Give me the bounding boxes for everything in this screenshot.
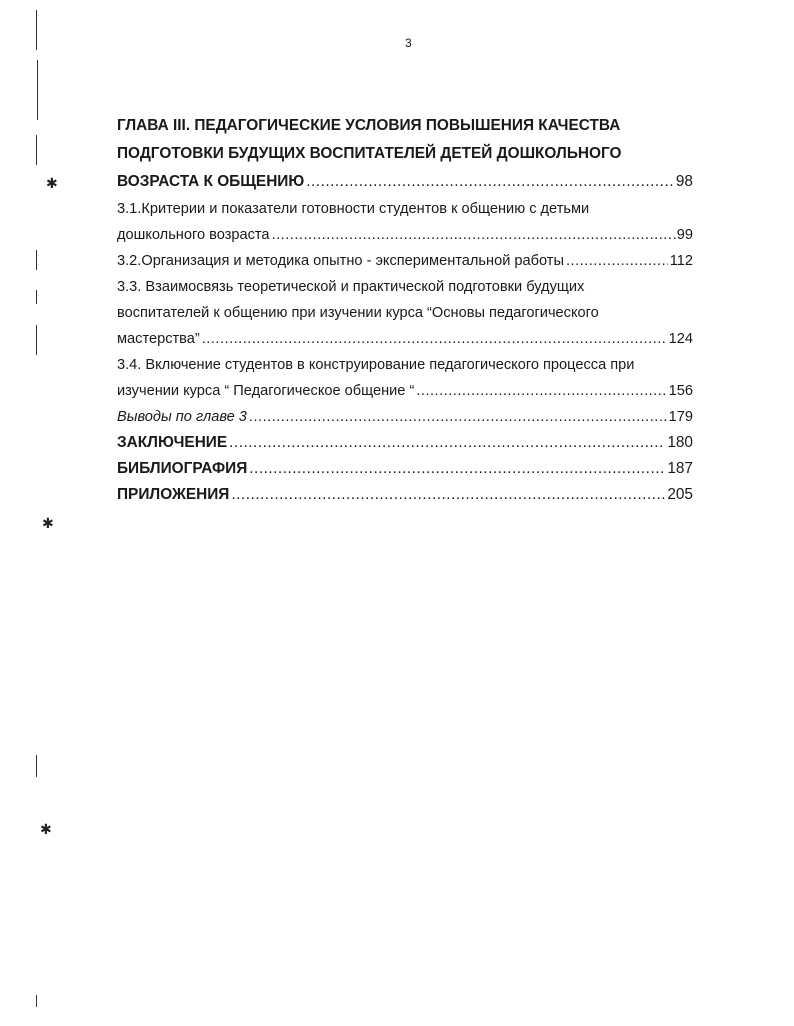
toc-section-text: воспитателей к общению при изучении курса “Основы педагогического bbox=[117, 305, 599, 321]
toc-chapter-text: ГЛАВА III. ПЕДАГОГИЧЕСКИЕ УСЛОВИЯ ПОВЫШЕНИЯ КАЧЕСТВА bbox=[117, 117, 621, 134]
toc-section-entry bbox=[117, 378, 693, 404]
toc-page-number: .99 bbox=[672, 227, 693, 243]
toc-chapter-title-line bbox=[117, 112, 693, 140]
toc-conclusions-entry bbox=[117, 404, 693, 430]
toc-appendix-entry bbox=[117, 482, 693, 508]
scan-margin-mark bbox=[36, 10, 37, 50]
toc-section-entry bbox=[117, 248, 693, 274]
toc-page-number: 98 bbox=[675, 173, 693, 190]
toc-chapter-title-line bbox=[117, 140, 693, 168]
toc-page-number: 112 bbox=[669, 253, 693, 269]
toc-page-number: 180 bbox=[667, 434, 693, 451]
toc-conclusion-entry bbox=[117, 430, 693, 456]
toc-chapter-entry bbox=[117, 168, 693, 196]
leader-dots bbox=[249, 404, 667, 430]
table-of-contents bbox=[117, 112, 693, 508]
toc-section-entry bbox=[117, 222, 693, 248]
toc-bibliography-entry bbox=[117, 456, 693, 482]
scan-margin-mark bbox=[36, 995, 37, 1007]
toc-major-text: ЗАКЛЮЧЕНИЕ bbox=[117, 434, 228, 451]
toc-major-text: БИБЛИОГРАФИЯ bbox=[117, 460, 248, 477]
leader-dots bbox=[202, 326, 667, 352]
scan-margin-mark bbox=[36, 250, 37, 270]
leader-dots bbox=[416, 378, 666, 404]
toc-chapter-text: ПОДГОТОВКИ БУДУЩИХ ВОСПИТАТЕЛЕЙ ДЕТЕЙ ДОШКОЛЬНОГО bbox=[117, 145, 622, 162]
scan-margin-mark bbox=[36, 290, 37, 304]
scan-margin-mark bbox=[36, 135, 37, 165]
leader-dots bbox=[229, 430, 665, 456]
toc-section-text: мастерства” bbox=[117, 331, 200, 347]
leader-dots bbox=[306, 168, 674, 196]
toc-major-text: ПРИЛОЖЕНИЯ bbox=[117, 486, 230, 503]
toc-section-text: 3.3. Взаимосвязь теоретической и практической подготовки будущих bbox=[117, 279, 585, 295]
scan-blot: ✱ bbox=[40, 821, 52, 837]
toc-section-text: 3.2.Организация и методика опытно - экспериментальной работы bbox=[117, 253, 564, 269]
toc-section-line bbox=[117, 352, 693, 378]
scan-margin-mark bbox=[36, 755, 37, 777]
toc-section-line bbox=[117, 300, 693, 326]
toc-page-number: 187 bbox=[667, 460, 693, 477]
toc-section-line bbox=[117, 274, 693, 300]
leader-dots bbox=[231, 482, 665, 508]
toc-section-text: изучении курса “ Педагогическое общение “ bbox=[117, 383, 415, 399]
toc-section-entry bbox=[117, 326, 693, 352]
toc-section-text: 3.4. Включение студентов в конструирование педагогического процесса при bbox=[117, 357, 635, 373]
toc-page-number: 179 bbox=[668, 409, 693, 425]
scan-margin-mark bbox=[37, 60, 38, 120]
toc-page-number: 156 bbox=[668, 383, 693, 399]
toc-chapter-text: ВОЗРАСТА К ОБЩЕНИЮ bbox=[117, 173, 305, 190]
toc-page-number: 205 bbox=[667, 486, 693, 503]
toc-page-number: 124 bbox=[668, 331, 693, 347]
toc-section-text: 3.1.Критерии и показатели готовности студентов к общению с детьми bbox=[117, 201, 590, 217]
leader-dots bbox=[272, 222, 671, 248]
leader-dots bbox=[249, 456, 665, 482]
toc-section-text: дошкольного возраста bbox=[117, 227, 270, 243]
toc-section-line bbox=[117, 196, 693, 222]
scan-blot: ✱ bbox=[46, 175, 58, 191]
leader-dots bbox=[566, 248, 668, 274]
scan-margin-mark bbox=[36, 325, 37, 355]
toc-section-text: Выводы по главе 3 bbox=[117, 409, 247, 425]
page-number: 3 bbox=[405, 36, 412, 50]
scan-blot: ✱ bbox=[42, 515, 54, 531]
